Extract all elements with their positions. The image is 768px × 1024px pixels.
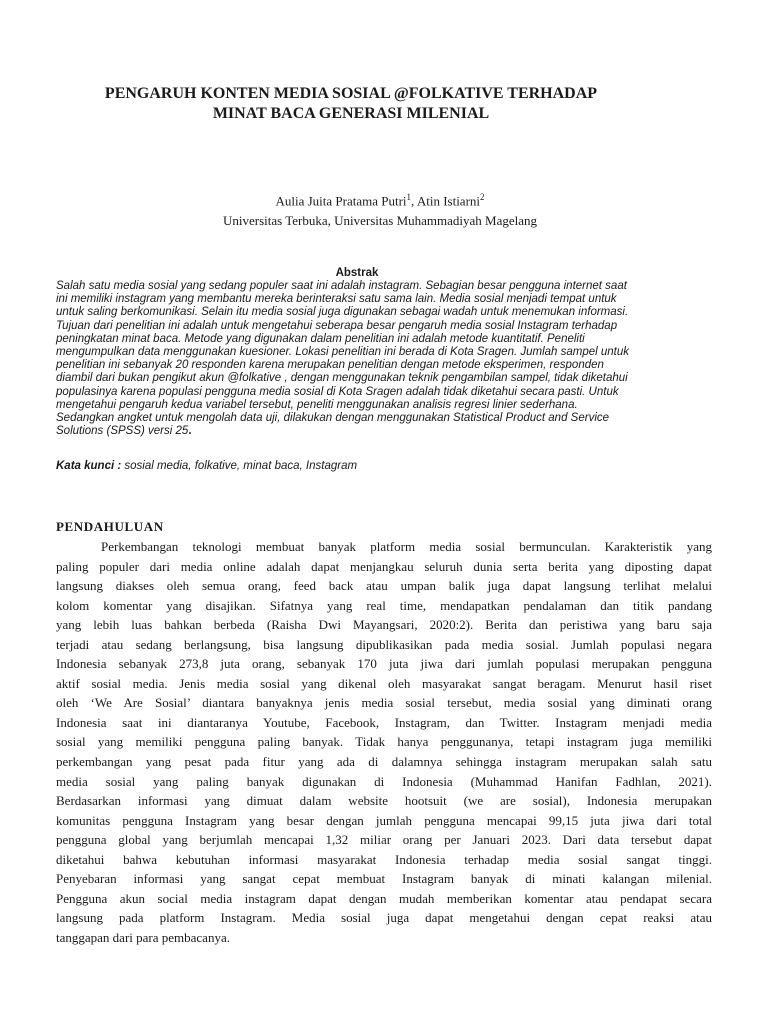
author-1: Aulia Juita Pratama Putri: [275, 193, 407, 209]
title-line: PENGARUH KONTEN MEDIA SOSIAL @FOLKATIVE TERHADAP: [104, 85, 598, 102]
keywords-value: sosial media, folkative, minat baca, Instagram: [121, 460, 358, 472]
abstract-line: mengetahui pengaruh kedua variabel tersebut, peneliti menggunakan analisis regresi linier sederhana.: [56, 398, 578, 411]
abstract-line: Sedangkan angket untuk mengolah data uji, dilakukan dengan menggunakan Statistical Product and Service: [56, 412, 610, 425]
keywords-label: Kata kunci :: [56, 460, 122, 472]
body-line: terjadi atau sedang berlangsung, bisa langsung dipublikasikan pada media sosial. Jumlah populasi negara: [56, 636, 712, 652]
abstract-line: penelitian ini sebanyak 20 responden karena merupakan penelitian dengan metode eksperimen, responden: [56, 359, 604, 372]
body-line: aktif sosial media. Jenis media sosial yang dikenal oleh masyarakat sangat beragam. Menurut hasil riset: [56, 675, 712, 691]
body-line: paling populer dari media online adalah dapat menjangkau seluruh dunia serta berita yang diposting dapat: [56, 558, 712, 574]
body-line: langsung pada platform Instagram. Media sosial juga dapat mengetahui dengan cepat reaksi atau: [56, 910, 712, 926]
body-line: kolom komentar yang disajikan. Sifatnya yang real time, mendapatkan pendalaman dan titik pandang: [56, 597, 712, 613]
body-line: Indonesia sebanyak 273,8 juta orang, sebanyak 170 juta jiwa dari jumlah populasi merupakan pengguna: [56, 656, 712, 672]
abstract-line: ini memiliki instagram yang membantu mereka berinteraksi satu sama lain. Media sosial menjadi tempat untuk: [56, 293, 617, 306]
author-names: [130, 187, 630, 211]
body-line: media sosial yang paling banyak digunakan di Indonesia (Muhammad Hanifan Fadhlan, 2021).: [56, 773, 712, 789]
keywords: [56, 459, 357, 473]
body-line: Pengguna akun social media instagram dapat dengan mudah memberikan komentar atau pendapat secara: [56, 890, 712, 906]
body-line: Indonesia saat ini diantaranya Youtube, Facebook, Instagram, dan Twitter. Instagram menjadi media: [56, 714, 712, 730]
body-line: sosial yang memiliki pengguna paling banyak. Tidak hanya penggunanya, tetapi instagram juga memiliki: [56, 734, 712, 750]
body-line: Penyebaran informasi yang sangat cepat membuat Instagram banyak di minati kalangan milenial.: [56, 871, 712, 887]
abstract-line: Salah satu media sosial yang sedang populer saat ini adalah instagram. Sebagian besar pengguna internet saat: [56, 280, 627, 292]
body-line: tanggapan dari para pembacanya.: [56, 929, 230, 945]
abstract-text: [56, 280, 716, 438]
abstract-line: mengumpulkan data menggunakan kuesioner. Lokasi penelitian ini berada di Kota Sragen. Jumlah sampel untuk: [56, 346, 630, 359]
abstract-last-text: Solutions (SPSS) versi 25: [56, 425, 189, 438]
abstract-line: populasinya karena populasi pengguna media sosial di Kota Sragen adalah tidak diketahui secara pasti. Untuk: [56, 385, 619, 398]
abstract-line: diambil dari bukan pengikut akun @folkative , dengan menggunakan teknik pengambilan sampel, tidak diketahui: [56, 372, 628, 385]
body-line: yang lebih luas bahkan berbeda (Raisha Dwi Mayangsari, 2020:2). Berita dan peristiwa yang baru saja: [56, 617, 712, 633]
title-line: MINAT BACA GENERASI MILENIAL: [212, 105, 490, 122]
body-line: langsung diakses oleh semua orang, feed back atau umpan balik juga dapat langsung terlihat melalui: [56, 578, 712, 594]
body-line: komunitas pengguna Instagram yang besar dengan jumlah pengguna mencapai 99,15 juta jiwa dari total: [56, 812, 712, 828]
abstract-line: untuk saling berkomunikasi. Selain itu media sosial juga digunakan sebagai wadah untuk menemukan informasi.: [56, 306, 629, 319]
body-line: Berdasarkan informasi yang dimuat dalam website hootsuit (we are sosial), Indonesia merupakan: [56, 793, 712, 809]
section-heading: PENDAHULUAN: [56, 519, 164, 534]
author-1-affil-mark: 1: [406, 192, 412, 202]
section-body: [56, 537, 712, 947]
abstract-line: [56, 425, 716, 438]
abstract-line: peningkatan minat baca. Metode yang digunakan dalam penelitian ini adalah metode kuantitatif. Peneliti: [56, 332, 585, 345]
author-2-affil-mark: 2: [480, 192, 485, 202]
abstract-line: Tujuan dari penelitian ini adalah untuk mengetahui seberapa besar pengaruh media sosial Instagram terhadap: [56, 319, 618, 332]
author-2: Atin Istiarni: [416, 193, 481, 209]
body-line: perkembangan yang pesat pada fitur yang ada di dalamnya sehingga instagram merupakan salah satu: [56, 754, 712, 770]
body-line: diketahui bahwa kebutuhan informasi masyarakat Indonesia terhadap media sosial sangat tinggi.: [56, 851, 712, 867]
body-line: pengguna global yang berjumlah mencapai 1,32 miliar orang per Januari 2023. Dari data tersebut dapat: [56, 832, 712, 848]
abstract-end-mark: .: [188, 425, 192, 438]
abstract-heading: Abstrak: [335, 267, 379, 279]
body-line: Perkembangan teknologi membuat banyak platform media sosial bermunculan. Karakteristik yang: [101, 539, 712, 554]
author-separator: ,: [411, 193, 417, 209]
paper-title: [56, 84, 646, 124]
author-block: [130, 187, 630, 231]
affiliation: Universitas Terbuka, Universitas Muhammadiyah Magelang: [222, 213, 538, 229]
body-line: oleh ‘We Are Sosial’ diantara banyaknya jenis media sosial tersebut, media sosial yang diminati orang: [56, 695, 712, 711]
